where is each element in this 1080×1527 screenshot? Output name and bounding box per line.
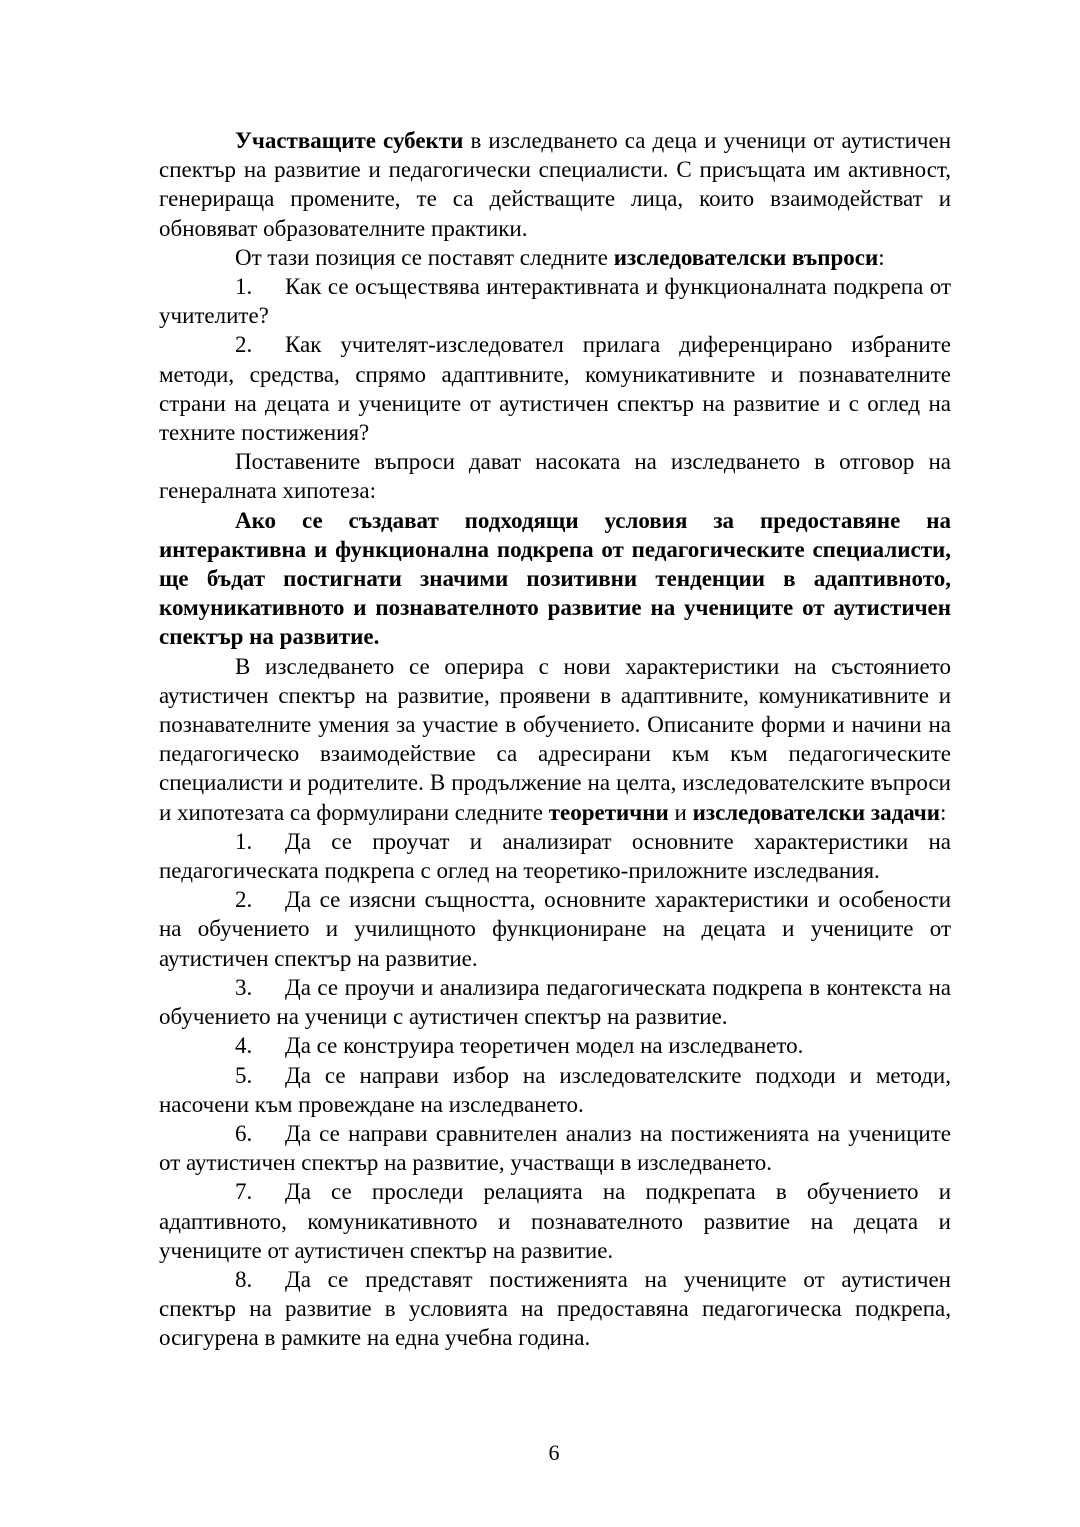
task-text: Да се проучат и анализират основните характеристики на педагогическата подкрепа с оглед на теоретико-приложните изследвания. [159, 828, 951, 884]
task-item-8 [159, 1265, 951, 1353]
document-body [159, 126, 951, 1353]
task-number: 1. [235, 828, 253, 854]
task-number: 2. [235, 887, 253, 913]
paragraph-questions-direction [159, 447, 951, 505]
task-text: Да се изясни същността, основните характеристики и особености на обучението и училищното функциониране на децата и учениците от аутистичен спектър на развитие. [159, 887, 951, 971]
task-number: 7. [235, 1179, 253, 1205]
question-text: Как учителят-изследовател прилага диференцирано избраните методи, средства, спрямо адаптивните, комуникативните и познавателните страни на децата и учениците от аутистичен спектър на развитие и с оглед на техните постижения? [159, 332, 951, 446]
characteristics-colon: : [940, 799, 947, 825]
bold-research-tasks: изследователски задачи [692, 799, 941, 825]
task-item-7 [159, 1177, 951, 1265]
characteristics-text: В изследването се оперира с нови характеристики на състоянието аутистичен спектър на развитие, проявени в адаптивните, комуникативните и познавателните умения за участие в обучението. Описаните форми и начини на педагогическо взаимодействие са адресирани към към педагогическите специалисти и родителите. В продължение на целта, изследователските въпроси и хипотезата са формулирани следните [159, 653, 951, 825]
paragraph-characteristics [159, 652, 951, 827]
task-text: Да се конструира теоретичен модел на изследването. [285, 1033, 804, 1059]
question-item-1 [159, 272, 951, 330]
task-item-3 [159, 973, 951, 1031]
direction-text: Поставените въпроси дават насоката на изследването в отговор на генералната хипотеза: [159, 449, 951, 504]
bold-theoretical: теоретични [548, 799, 669, 825]
questions-intro-text: От тази позиция се поставят следните [235, 244, 614, 270]
participants-text: в изследването са деца и ученици от аутистичен спектър на развитие и педагогически специалисти. С присъщата им активност, генерираща промените, те са действащите лица, които взаимодействат и обновяват образователните практики. [159, 128, 952, 241]
paragraph-research-questions-intro [159, 243, 951, 272]
task-text: Да се проследи релацията на подкрепата в обучението и адаптивното, комуникативното и познавателното развитие на децата и учениците от аутистичен спектър на развитие. [159, 1179, 951, 1263]
task-item-1 [159, 827, 951, 885]
questions-intro-colon: : [878, 244, 885, 270]
characteristics-and: и [668, 799, 693, 825]
task-text: Да се представят постиженията на учениците от аутистичен спектър на развитие в условията на предоставяна педагогическа подкрепа, осигурена в рамките на една учебна година. [159, 1266, 951, 1351]
task-number: 5. [235, 1062, 253, 1088]
question-item-2 [159, 330, 951, 447]
task-item-6 [159, 1119, 951, 1177]
paragraph-hypothesis [159, 506, 951, 652]
question-number: 2. [235, 332, 253, 358]
task-number: 4. [235, 1033, 253, 1059]
task-number: 8. [235, 1266, 253, 1292]
paragraph-participants [159, 126, 951, 243]
task-number: 6. [235, 1120, 253, 1146]
task-text: Да се проучи и анализира педагогическата подкрепа в контекста на обучението на ученици с аутистичен спектър на развитие. [159, 974, 951, 1030]
task-text: Да се направи сравнителен анализ на постиженията на учениците от аутистичен спектър на развитие, участващи в изследването. [159, 1120, 951, 1176]
bold-participants: Участващите субекти [235, 128, 464, 153]
question-number: 1. [235, 274, 253, 300]
page-number: 6 [548, 1440, 560, 1465]
hypothesis-text: Ако се създават подходящи условия за предоставяне на интерактивна и функционална подкрепа от педагогическите специалисти, ще бъдат постигнати значими позитивни тенденции в адаптивното, комуникативното и познавателното развитие на учениците от аутистичен спектър на развитие. [159, 507, 951, 650]
task-item-2 [159, 885, 951, 973]
task-number: 3. [235, 974, 253, 1000]
question-text: Как се осъществява интерактивната и функционалната подкрепа от учителите? [159, 274, 951, 329]
task-text: Да се направи избор на изследователските подходи и методи, насочени към провеждане на изследването. [159, 1062, 951, 1117]
bold-research-questions: изследователски въпроси [613, 244, 879, 270]
task-item-5 [159, 1061, 951, 1119]
task-item-4 [159, 1031, 951, 1060]
